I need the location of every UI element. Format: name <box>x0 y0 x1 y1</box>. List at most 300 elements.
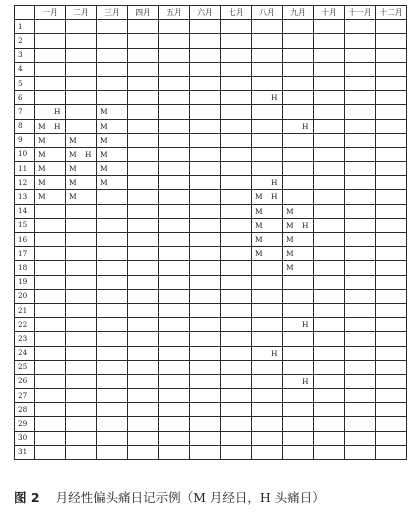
table-row <box>15 261 407 275</box>
diary-cell <box>252 48 283 62</box>
diary-cell <box>221 34 252 48</box>
menstruation-mark: M <box>38 121 46 131</box>
diary-cell <box>283 204 314 218</box>
diary-cell <box>35 332 66 346</box>
diary-cell <box>283 48 314 62</box>
diary-cell <box>376 303 407 317</box>
diary-cell <box>190 147 221 161</box>
diary-cell <box>221 204 252 218</box>
diary-cell <box>283 147 314 161</box>
diary-cell <box>35 76 66 90</box>
diary-cell <box>283 445 314 459</box>
diary-cell <box>66 403 97 417</box>
table-row <box>15 417 407 431</box>
day-number-cell: 25 <box>15 360 35 374</box>
diary-cell <box>128 303 159 317</box>
table-row <box>15 162 407 176</box>
diary-cell <box>190 289 221 303</box>
diary-cell <box>97 332 128 346</box>
headache-mark: H <box>302 320 309 330</box>
diary-cell <box>190 389 221 403</box>
diary-cell <box>35 176 66 190</box>
diary-cell <box>128 360 159 374</box>
diary-cell <box>97 275 128 289</box>
diary-cell <box>283 233 314 247</box>
day-number-cell: 7 <box>15 105 35 119</box>
diary-cell <box>252 247 283 261</box>
diary-cell <box>345 233 376 247</box>
diary-cell <box>314 374 345 388</box>
diary-cell <box>128 332 159 346</box>
diary-cell <box>376 261 407 275</box>
diary-cell <box>35 133 66 147</box>
diary-cell <box>190 218 221 232</box>
diary-cell <box>345 374 376 388</box>
month-header: 九月 <box>283 6 314 20</box>
diary-cell <box>252 374 283 388</box>
diary-cell <box>66 119 97 133</box>
diary-cell <box>314 303 345 317</box>
diary-cell <box>221 48 252 62</box>
diary-cell <box>66 247 97 261</box>
month-header: 二月 <box>66 6 97 20</box>
headache-mark: H <box>302 220 309 230</box>
diary-cell <box>345 445 376 459</box>
diary-cell <box>128 147 159 161</box>
diary-cell <box>128 62 159 76</box>
day-number-cell: 26 <box>15 374 35 388</box>
diary-cell <box>221 233 252 247</box>
diary-cell <box>283 105 314 119</box>
diary-cell <box>252 147 283 161</box>
diary-cell <box>159 176 190 190</box>
diary-cell <box>252 318 283 332</box>
diary-cell <box>376 374 407 388</box>
table-row <box>15 374 407 388</box>
diary-cell <box>221 20 252 34</box>
diary-cell <box>314 360 345 374</box>
day-number-cell: 4 <box>15 62 35 76</box>
diary-cell <box>221 162 252 176</box>
diary-cell <box>376 275 407 289</box>
diary-cell <box>159 91 190 105</box>
diary-cell <box>190 332 221 346</box>
diary-cell <box>159 204 190 218</box>
diary-cell <box>35 48 66 62</box>
diary-cell <box>35 105 66 119</box>
diary-cell <box>97 133 128 147</box>
diary-cell <box>252 233 283 247</box>
menstruation-mark: M <box>69 135 77 145</box>
diary-cell <box>283 346 314 360</box>
menstruation-mark: M <box>38 149 46 159</box>
diary-cell <box>376 233 407 247</box>
diary-cell <box>221 76 252 90</box>
diary-cell <box>221 445 252 459</box>
table-row <box>15 190 407 204</box>
diary-cell <box>128 190 159 204</box>
diary-cell <box>190 133 221 147</box>
day-number-cell: 22 <box>15 318 35 332</box>
diary-cell <box>97 119 128 133</box>
day-number-cell: 6 <box>15 91 35 105</box>
diary-cell <box>221 91 252 105</box>
day-number-cell: 1 <box>15 20 35 34</box>
table-row <box>15 389 407 403</box>
diary-cell <box>35 261 66 275</box>
diary-cell <box>252 389 283 403</box>
day-number-cell: 18 <box>15 261 35 275</box>
diary-cell <box>97 360 128 374</box>
diary-cell <box>190 261 221 275</box>
diary-cell <box>159 162 190 176</box>
day-number-cell: 12 <box>15 176 35 190</box>
diary-cell <box>66 62 97 76</box>
diary-cell <box>66 374 97 388</box>
diary-cell <box>314 176 345 190</box>
diary-cell <box>190 346 221 360</box>
diary-cell <box>159 147 190 161</box>
diary-cell <box>128 346 159 360</box>
diary-cell <box>252 289 283 303</box>
diary-cell <box>314 147 345 161</box>
diary-cell <box>128 119 159 133</box>
diary-cell <box>221 261 252 275</box>
diary-cell <box>345 133 376 147</box>
diary-cell <box>376 218 407 232</box>
diary-cell <box>376 403 407 417</box>
diary-cell <box>314 133 345 147</box>
day-number-cell: 9 <box>15 133 35 147</box>
headache-mark: H <box>85 149 92 159</box>
diary-cell <box>97 20 128 34</box>
diary-cell <box>97 431 128 445</box>
diary-cell <box>159 261 190 275</box>
diary-cell <box>97 247 128 261</box>
menstruation-mark: M <box>255 192 263 202</box>
menstruation-mark: M <box>286 206 294 216</box>
diary-cell <box>35 318 66 332</box>
diary-cell <box>283 303 314 317</box>
diary-cell <box>159 119 190 133</box>
table-row <box>15 105 407 119</box>
diary-cell <box>66 445 97 459</box>
diary-cell <box>221 218 252 232</box>
diary-cell <box>221 105 252 119</box>
diary-cell <box>35 147 66 161</box>
diary-cell <box>345 190 376 204</box>
month-header: 十二月 <box>376 6 407 20</box>
table-row <box>15 318 407 332</box>
diary-cell <box>221 346 252 360</box>
diary-cell <box>376 346 407 360</box>
diary-cell <box>376 176 407 190</box>
diary-cell <box>35 20 66 34</box>
table-row <box>15 176 407 190</box>
day-number-cell: 10 <box>15 147 35 161</box>
day-number-cell: 20 <box>15 289 35 303</box>
diary-cell <box>283 247 314 261</box>
diary-cell <box>252 76 283 90</box>
diary-cell <box>66 318 97 332</box>
diary-cell <box>252 105 283 119</box>
diary-cell <box>35 247 66 261</box>
corner-header-cell <box>15 6 35 20</box>
table-row <box>15 34 407 48</box>
diary-cell <box>283 91 314 105</box>
table-row <box>15 62 407 76</box>
diary-cell <box>190 233 221 247</box>
diary-cell <box>35 389 66 403</box>
menstruation-mark: M <box>286 235 294 244</box>
diary-cell <box>283 133 314 147</box>
diary-cell <box>345 417 376 431</box>
diary-cell <box>252 417 283 431</box>
diary-cell <box>97 105 128 119</box>
diary-cell <box>159 105 190 119</box>
diary-cell <box>97 218 128 232</box>
diary-cell <box>314 105 345 119</box>
diary-cell <box>97 445 128 459</box>
diary-cell <box>221 389 252 403</box>
diary-cell <box>283 34 314 48</box>
diary-cell <box>159 218 190 232</box>
diary-cell <box>283 76 314 90</box>
day-number-cell: 29 <box>15 417 35 431</box>
diary-cell <box>35 190 66 204</box>
diary-cell <box>221 417 252 431</box>
diary-cell <box>190 303 221 317</box>
diary-cell <box>190 62 221 76</box>
day-number-cell: 31 <box>15 445 35 459</box>
diary-cell <box>66 289 97 303</box>
diary-cell <box>376 389 407 403</box>
diary-cell <box>314 218 345 232</box>
diary-cell <box>35 62 66 76</box>
headache-mark: H <box>271 192 278 202</box>
diary-cell <box>345 204 376 218</box>
day-number-cell: 21 <box>15 303 35 317</box>
diary-cell <box>221 62 252 76</box>
diary-cell <box>128 431 159 445</box>
diary-cell <box>35 431 66 445</box>
diary-cell <box>97 162 128 176</box>
month-header: 七月 <box>221 6 252 20</box>
diary-cell <box>283 275 314 289</box>
diary-cell <box>35 360 66 374</box>
diary-cell <box>252 204 283 218</box>
diary-cell <box>376 48 407 62</box>
diary-cell <box>190 204 221 218</box>
diary-cell <box>314 119 345 133</box>
diary-cell <box>97 374 128 388</box>
diary-cell <box>283 119 314 133</box>
menstruation-mark: M <box>38 164 46 174</box>
diary-cell <box>190 431 221 445</box>
diary-cell <box>128 261 159 275</box>
migraine-diary-table <box>14 5 407 460</box>
diary-cell <box>159 233 190 247</box>
month-header-row <box>15 6 407 20</box>
table-row <box>15 431 407 445</box>
diary-cell <box>35 162 66 176</box>
diary-cell <box>128 218 159 232</box>
diary-cell <box>35 275 66 289</box>
diary-cell <box>221 374 252 388</box>
diary-cell <box>221 190 252 204</box>
day-number-cell: 14 <box>15 204 35 218</box>
diary-cell <box>314 332 345 346</box>
diary-cell <box>190 190 221 204</box>
diary-cell <box>283 62 314 76</box>
diary-cell <box>159 374 190 388</box>
diary-cell <box>128 403 159 417</box>
headache-mark: H <box>271 178 278 188</box>
diary-cell <box>283 218 314 232</box>
diary-cell <box>376 91 407 105</box>
diary-cell <box>314 389 345 403</box>
diary-cell <box>35 204 66 218</box>
diary-cell <box>345 318 376 332</box>
diary-cell <box>252 303 283 317</box>
menstruation-mark: M <box>255 235 263 244</box>
diary-cell <box>345 62 376 76</box>
diary-cell <box>283 176 314 190</box>
diary-cell <box>345 247 376 261</box>
diary-cell <box>190 403 221 417</box>
diary-cell <box>35 218 66 232</box>
diary-cell <box>190 374 221 388</box>
menstruation-mark: M <box>255 206 263 216</box>
diary-cell <box>376 133 407 147</box>
diary-cell <box>159 445 190 459</box>
diary-cell <box>159 360 190 374</box>
diary-cell <box>376 204 407 218</box>
month-header: 八月 <box>252 6 283 20</box>
diary-cell <box>66 48 97 62</box>
day-number-cell: 16 <box>15 233 35 247</box>
menstruation-mark: M <box>286 249 294 259</box>
diary-cell <box>376 147 407 161</box>
headache-mark: H <box>54 107 61 117</box>
diary-cell <box>97 261 128 275</box>
diary-cell <box>345 218 376 232</box>
month-header: 三月 <box>97 6 128 20</box>
diary-cell <box>314 190 345 204</box>
diary-cell <box>159 346 190 360</box>
diary-cell <box>252 431 283 445</box>
menstruation-mark: M <box>38 192 46 202</box>
diary-cell <box>190 360 221 374</box>
diary-cell <box>314 162 345 176</box>
diary-cell <box>252 20 283 34</box>
diary-cell <box>283 417 314 431</box>
diary-cell <box>345 147 376 161</box>
diary-cell <box>35 289 66 303</box>
table-row <box>15 445 407 459</box>
diary-cell <box>221 303 252 317</box>
menstruation-mark: M <box>255 249 263 259</box>
diary-cell <box>128 20 159 34</box>
diary-cell <box>190 48 221 62</box>
diary-cell <box>190 34 221 48</box>
diary-cell <box>252 62 283 76</box>
diary-cell <box>35 403 66 417</box>
headache-mark: H <box>271 348 278 358</box>
diary-cell <box>252 176 283 190</box>
table-row <box>15 119 407 133</box>
month-header: 一月 <box>35 6 66 20</box>
diary-cell <box>376 417 407 431</box>
diary-cell <box>345 275 376 289</box>
diary-cell <box>376 360 407 374</box>
diary-cell <box>66 176 97 190</box>
diary-cell <box>345 76 376 90</box>
diary-cell <box>190 417 221 431</box>
diary-cell <box>159 133 190 147</box>
menstruation-mark: M <box>100 178 108 188</box>
diary-cell <box>35 91 66 105</box>
diary-cell <box>159 318 190 332</box>
diary-cell <box>66 105 97 119</box>
month-header: 十月 <box>314 6 345 20</box>
diary-cell <box>314 289 345 303</box>
diary-cell <box>159 431 190 445</box>
diary-cell <box>66 332 97 346</box>
diary-cell <box>35 346 66 360</box>
diary-cell <box>314 233 345 247</box>
diary-cell <box>314 62 345 76</box>
diary-cell <box>345 431 376 445</box>
diary-cell <box>376 34 407 48</box>
diary-cell <box>66 360 97 374</box>
diary-cell <box>221 431 252 445</box>
day-number-cell: 19 <box>15 275 35 289</box>
diary-cell <box>283 20 314 34</box>
diary-cell <box>97 403 128 417</box>
diary-cell <box>345 303 376 317</box>
diary-cell <box>66 261 97 275</box>
diary-cell <box>345 360 376 374</box>
diary-cell <box>190 445 221 459</box>
diary-cell <box>314 91 345 105</box>
diary-cell <box>159 76 190 90</box>
diary-cell <box>345 346 376 360</box>
menstruation-mark: M <box>69 149 77 159</box>
diary-cell <box>252 261 283 275</box>
table-row <box>15 332 407 346</box>
diary-cell <box>97 62 128 76</box>
day-number-cell: 2 <box>15 34 35 48</box>
diary-cell <box>314 204 345 218</box>
diary-cell <box>252 218 283 232</box>
diary-cell <box>159 332 190 346</box>
diary-cell <box>159 190 190 204</box>
diary-cell <box>128 204 159 218</box>
diary-cell <box>314 445 345 459</box>
diary-cell <box>376 105 407 119</box>
table-row <box>15 20 407 34</box>
diary-cell <box>221 403 252 417</box>
diary-cell <box>345 20 376 34</box>
day-number-cell: 15 <box>15 218 35 232</box>
diary-cell <box>252 133 283 147</box>
diary-cell <box>376 318 407 332</box>
table-row <box>15 403 407 417</box>
diary-cell <box>35 119 66 133</box>
headache-mark: H <box>54 121 61 131</box>
diary-cell <box>252 346 283 360</box>
